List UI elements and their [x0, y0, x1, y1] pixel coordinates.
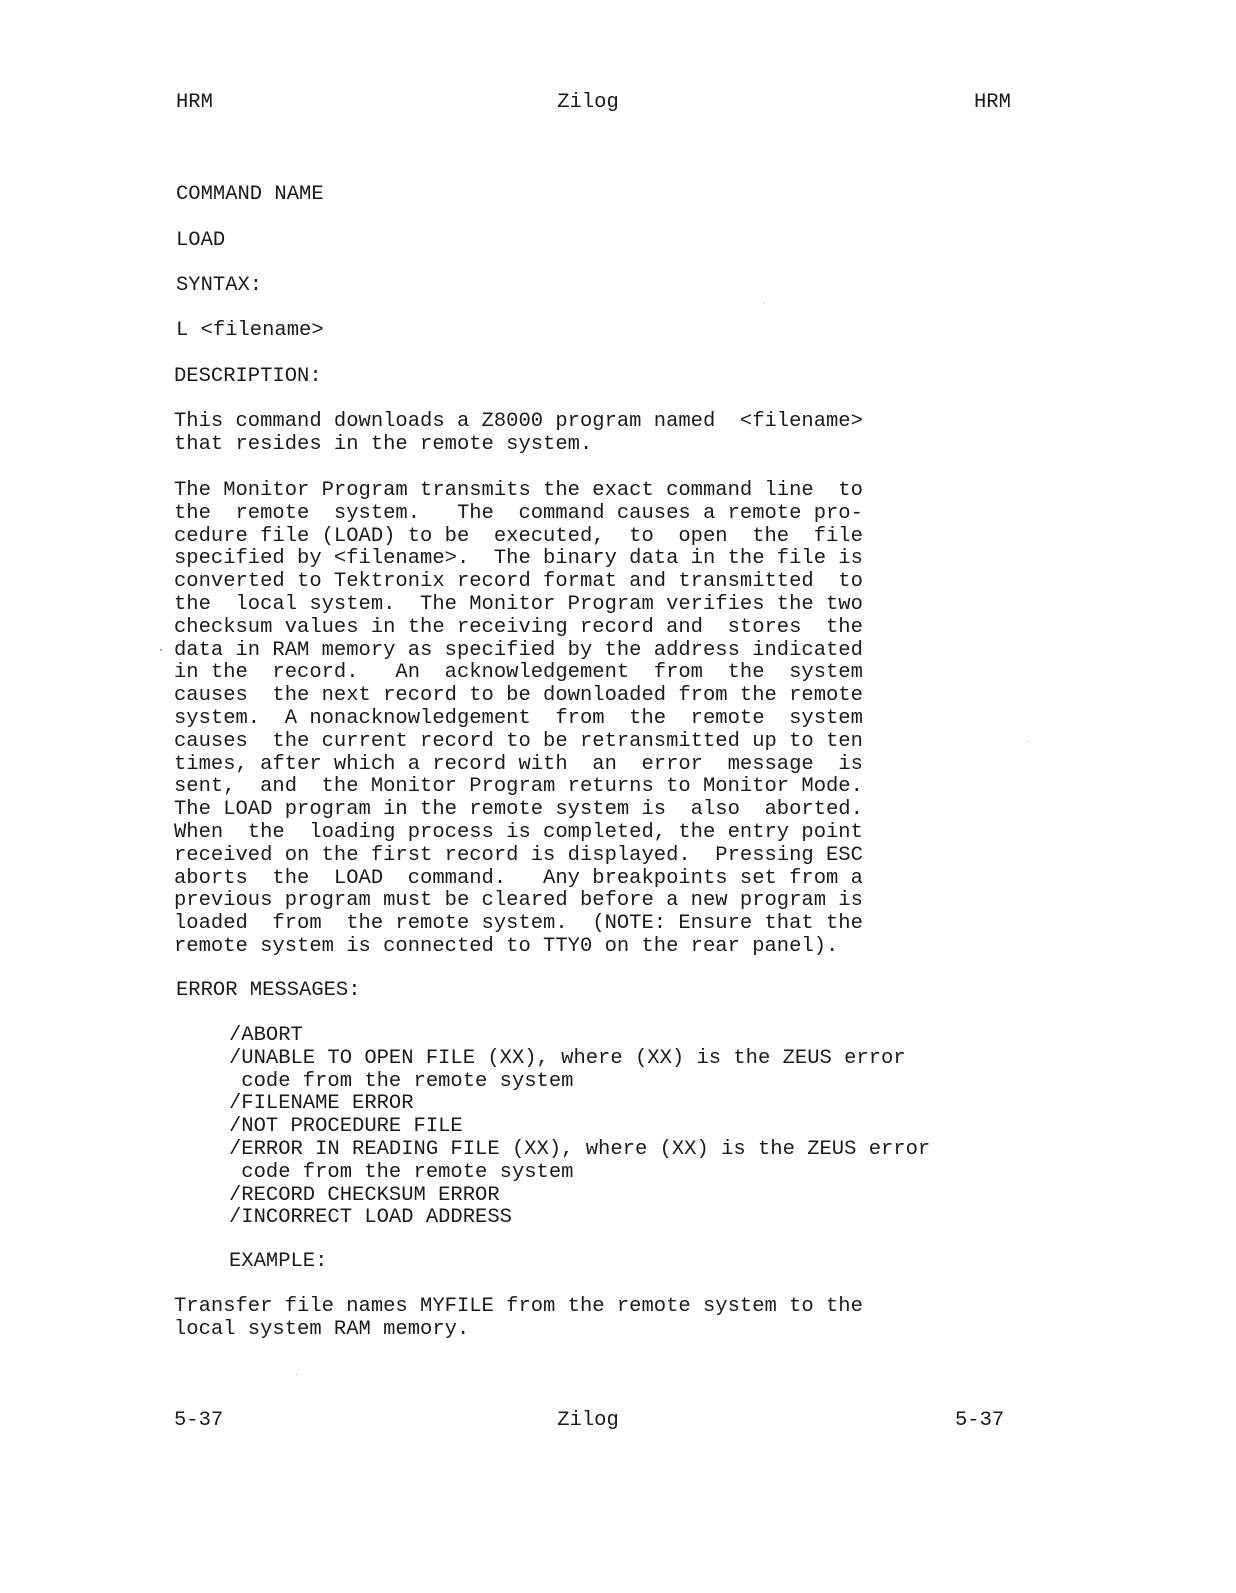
command-name: LOAD	[176, 229, 226, 252]
scan-speck	[296, 1374, 297, 1375]
description-paragraph-1: This command downloads a Z8000 program named <filename> that resides in the remote system.	[174, 410, 863, 456]
example-text: Transfer file names MYFILE from the remote system to the local system RAM memory.	[174, 1295, 863, 1341]
scan-speck	[160, 649, 162, 651]
command-name-heading: COMMAND NAME	[176, 183, 324, 206]
header-left: HRM	[176, 91, 213, 114]
footer-right: 5-37	[955, 1409, 1005, 1432]
description-heading: DESCRIPTION:	[174, 365, 322, 388]
scan-speck	[1028, 741, 1029, 742]
syntax-heading: SYNTAX:	[176, 274, 263, 297]
error-messages-list: /ABORT /UNABLE TO OPEN FILE (XX), where (XX) is the ZEUS error code from the remote system /FILENAME ERROR /NOT PROCEDURE FILE /ERROR IN READING FILE (XX), where (XX) is the ZEUS error code from the remote system /RECORD CHECKSUM ERROR /INCORRECT LOAD ADDRESS	[229, 1024, 931, 1230]
scan-speck	[764, 302, 765, 303]
example-heading: EXAMPLE:	[229, 1250, 328, 1273]
footer-left: 5-37	[174, 1409, 224, 1432]
header-center: Zilog	[557, 91, 619, 114]
syntax-text: L <filename>	[176, 319, 324, 342]
footer-center: Zilog	[557, 1409, 619, 1432]
header-right: HRM	[974, 91, 1011, 114]
error-messages-heading: ERROR MESSAGES:	[176, 979, 361, 1002]
description-paragraph-2: The Monitor Program transmits the exact command line to the remote system. The command causes a remote pro- cedure file (LOAD) to be executed, to open the file specified by <filename>. The binary data in the file is converted to Tektronix record format and transmitted to the local system. The Monitor Program verifies the two checksum values in the receiving record and stores the data in RAM memory as specified by the address indicated in the record. An acknowledgement from the system causes the next record to be downloaded from the remote system. A nonacknowledgement from the remote system causes the current record to be retransmitted up to ten times, after which a record with an error message is sent, and the Monitor Program returns to Monitor Mode. The LOAD program in the remote system is also aborted. When the loading process is completed, the entry point received on the first record is displayed. Pressing ESC aborts the LOAD command. Any breakpoints set from a previous program must be cleared before a new program is loaded from the remote system. (NOTE: Ensure that the remote system is connected to TTY0 on the rear panel).	[174, 479, 863, 958]
